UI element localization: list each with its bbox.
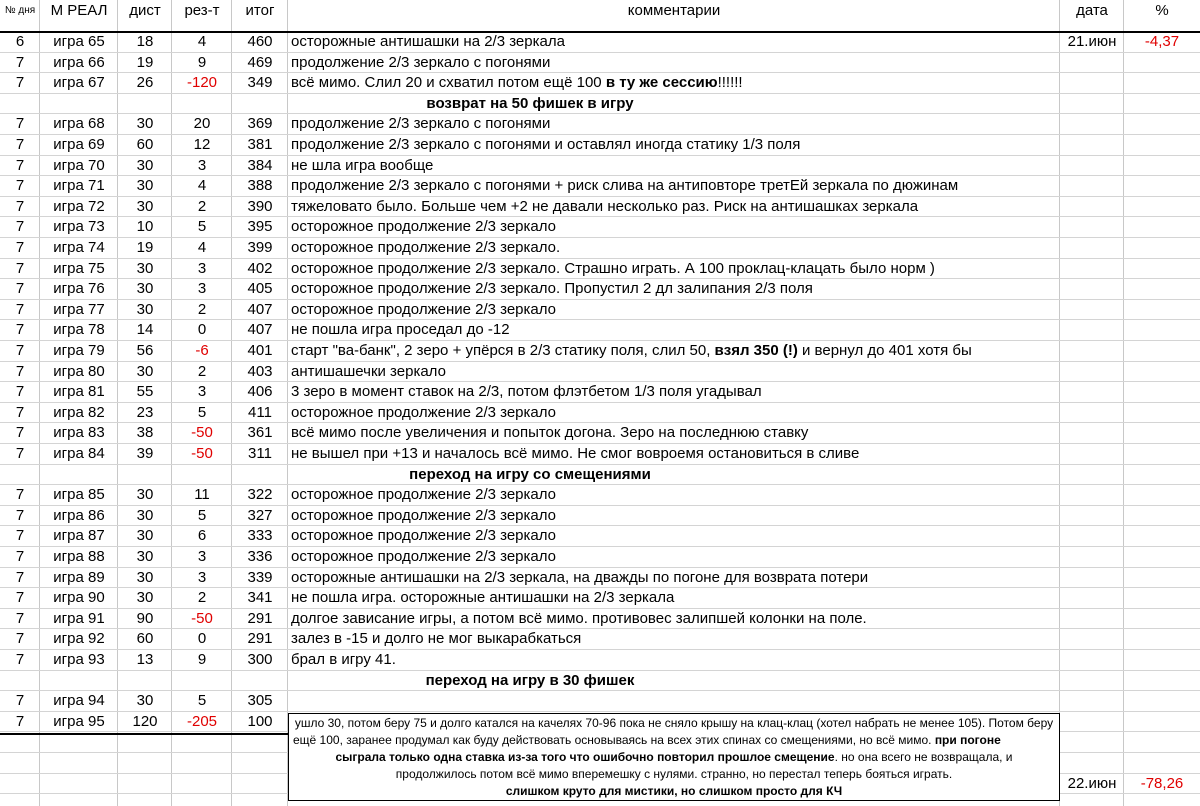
cell-result[interactable]: 6 <box>197 527 207 545</box>
cell-day[interactable]: 7 <box>15 115 25 133</box>
cell-total[interactable] <box>232 774 288 794</box>
cell-date[interactable] <box>1060 73 1124 93</box>
cell-percent[interactable] <box>1124 588 1200 608</box>
cell-percent[interactable] <box>1124 73 1200 93</box>
cell-dist[interactable]: 30 <box>136 692 154 710</box>
cell-date[interactable] <box>1060 588 1124 608</box>
cell-game[interactable]: игра 72 <box>53 197 105 215</box>
cell-total[interactable]: 406 <box>247 383 273 401</box>
cell-percent[interactable] <box>1124 197 1200 217</box>
cell-game[interactable]: игра 74 <box>53 239 105 256</box>
cell-result[interactable]: 9 <box>197 53 207 71</box>
cell-result[interactable]: 4 <box>197 177 207 195</box>
header-percent[interactable]: % <box>1155 2 1169 19</box>
cell-dist[interactable]: 10 <box>136 218 154 236</box>
cell-dist[interactable]: 30 <box>136 506 154 524</box>
cell-total[interactable] <box>232 732 288 752</box>
note-line: продолжилось потом всё мимо вперемешку с нулями. странно, но перестал теперь бояться играть. <box>395 767 953 781</box>
cell-total[interactable]: 300 <box>247 651 273 668</box>
cell-date[interactable] <box>1060 114 1124 134</box>
cell-comment[interactable]: всё мимо после увеличения и попыток догона. Зеро на последнюю ставку <box>291 424 809 442</box>
cell-date[interactable] <box>1060 382 1124 402</box>
cell-game[interactable]: игра 65 <box>53 33 105 50</box>
cell-date[interactable] <box>1060 341 1124 361</box>
cell-day[interactable]: 7 <box>15 136 25 153</box>
cell-percent[interactable] <box>1124 568 1200 588</box>
cell-day[interactable]: 7 <box>15 300 25 318</box>
cell-date[interactable] <box>1060 259 1124 279</box>
cell-day[interactable] <box>0 774 40 794</box>
cell-percent[interactable] <box>1124 691 1200 711</box>
cell-total[interactable]: 339 <box>247 568 273 586</box>
cell-game[interactable]: игра 68 <box>53 115 105 133</box>
cell-day[interactable]: 7 <box>15 74 25 92</box>
cell-game[interactable]: игра 73 <box>53 218 105 236</box>
cell-day[interactable]: 7 <box>15 362 25 380</box>
cell-game[interactable]: игра 70 <box>53 156 105 174</box>
cell-total[interactable]: 384 <box>247 156 273 174</box>
note-line: сыграла только одна ставка из-за того что ошибочно повторил прошлое смещение. но она всего не возвращала, и <box>335 750 1013 764</box>
cell-comment[interactable]: осторожное продолжение 2/3 зеркало <box>291 548 557 565</box>
note-line: слишком круто для мистики, но слишком просто для КЧ <box>505 784 843 798</box>
cell-total[interactable]: 100 <box>247 712 273 730</box>
header-total[interactable]: итог <box>245 2 275 19</box>
cell-dist[interactable] <box>118 753 172 773</box>
cell-day[interactable]: 7 <box>15 218 25 236</box>
cell-total[interactable]: 322 <box>247 486 273 504</box>
cell-dist[interactable]: 13 <box>136 651 154 668</box>
section-heading[interactable]: переход на игру в 30 фишек <box>425 671 635 689</box>
cell-day[interactable]: 7 <box>15 156 25 174</box>
cell-date[interactable] <box>1060 691 1124 711</box>
cell-percent[interactable] <box>1124 526 1200 546</box>
cell-comment[interactable]: осторожное продолжение 2/3 зеркало <box>291 506 557 524</box>
cell-percent[interactable] <box>1124 629 1200 649</box>
cell-game[interactable]: игра 75 <box>53 259 105 277</box>
cell-result[interactable]: 3 <box>197 568 207 586</box>
cell-dist[interactable]: 30 <box>136 300 154 318</box>
cell-comment[interactable]: осторожное продолжение 2/3 зеркало <box>291 218 557 236</box>
cell-date[interactable] <box>1060 135 1124 155</box>
cell-total[interactable]: 405 <box>247 280 273 298</box>
cell-percent[interactable] <box>1124 176 1200 196</box>
cell-day[interactable]: 7 <box>15 342 25 359</box>
cell-comment[interactable]: 3 зеро в момент ставок на 2/3, потом флэтбетом 1/3 поля угадывал <box>291 383 762 401</box>
cell-result[interactable]: 2 <box>197 589 207 607</box>
cell-percent[interactable] <box>1124 753 1200 773</box>
cell-day[interactable]: 7 <box>15 403 25 421</box>
cell-day[interactable]: 7 <box>15 177 25 195</box>
cell-day[interactable]: 7 <box>15 548 25 565</box>
comment-text: всё мимо. Слил 20 и схватил потом ещё 100 <box>291 74 606 92</box>
cell-dist[interactable]: 30 <box>136 362 154 380</box>
cell-game[interactable] <box>40 774 118 794</box>
cell-day[interactable]: 7 <box>15 630 25 648</box>
cell-comment[interactable]: осторожное продолжение 2/3 зеркало <box>291 403 557 421</box>
cell-percent[interactable] <box>1124 403 1200 423</box>
cell-total[interactable]: 460 <box>247 33 273 50</box>
cell-comment[interactable] <box>288 73 1060 93</box>
cell-dist[interactable]: 30 <box>136 589 154 607</box>
cell-game[interactable]: игра 78 <box>53 321 105 339</box>
cell-day[interactable]: 7 <box>15 197 25 215</box>
cell-comment[interactable]: продолжение 2/3 зеркало с погонями + риск слива на антиповторе третЕй зеркала по дюжинам <box>291 177 959 195</box>
cell-day[interactable]: 7 <box>15 589 25 607</box>
cell-dist[interactable]: 30 <box>136 156 154 174</box>
cell-game[interactable] <box>40 732 118 752</box>
cell-game[interactable]: игра 79 <box>53 342 105 359</box>
cell-date[interactable] <box>1060 444 1124 464</box>
cell-result[interactable]: 2 <box>197 362 207 380</box>
cell-date[interactable] <box>1060 547 1124 567</box>
cell-comment[interactable]: осторожное продолжение 2/3 зеркало <box>291 527 557 545</box>
cell-dist[interactable]: 26 <box>136 74 154 92</box>
cell-result[interactable] <box>172 774 232 794</box>
cell-date[interactable] <box>1060 197 1124 217</box>
cell-comment[interactable]: осторожное продолжение 2/3 зеркало <box>291 300 557 318</box>
cell-percent[interactable] <box>1124 506 1200 526</box>
cell-date[interactable] <box>1060 238 1124 258</box>
cell-percent[interactable] <box>1124 423 1200 443</box>
cell-result[interactable]: -50 <box>191 609 213 627</box>
cell-result[interactable]: 2 <box>197 197 207 215</box>
cell-day[interactable]: 7 <box>15 280 25 298</box>
cell-dist[interactable]: 14 <box>136 321 154 339</box>
cell-percent[interactable] <box>1124 53 1200 73</box>
cell-comment[interactable] <box>288 691 1060 711</box>
cell-date[interactable] <box>1060 217 1124 237</box>
comment-bold: взял 350 (!) <box>714 342 798 359</box>
cell-dist[interactable]: 120 <box>132 712 158 730</box>
cell-date[interactable] <box>1060 403 1124 423</box>
cell-percent[interactable] <box>1124 547 1200 567</box>
cell-game[interactable]: игра 76 <box>53 280 105 298</box>
cell-game[interactable]: игра 77 <box>53 300 105 318</box>
cell-result[interactable]: 3 <box>197 156 207 174</box>
section-heading[interactable]: возврат на 50 фишек в игру <box>426 94 634 112</box>
note-line: ещё 100, заранее продумал как буду действовать основываясь на всех этих спинах со смещениями, но всё мимо. при погоне <box>293 733 1001 747</box>
cell-date[interactable] <box>1060 485 1124 505</box>
cell-total[interactable]: 349 <box>247 74 273 92</box>
cell-result[interactable] <box>172 732 232 752</box>
cell-total[interactable]: 411 <box>248 403 272 421</box>
cell-day[interactable]: 7 <box>15 53 25 71</box>
header-dist[interactable]: дист <box>129 2 161 19</box>
cell-comment[interactable]: осторожные антишашки на 2/3 зеркала, на дважды по погоне для возврата потери <box>291 568 869 586</box>
cell-percent[interactable] <box>1124 650 1200 670</box>
cell-percent[interactable]: -4,37 <box>1144 33 1180 50</box>
cell-result[interactable]: 20 <box>193 115 211 133</box>
cell-result[interactable]: 5 <box>197 692 207 710</box>
cell-day[interactable]: 7 <box>15 383 25 401</box>
cell-percent[interactable] <box>1124 732 1200 752</box>
cell-result[interactable]: 4 <box>197 33 207 50</box>
cell-total[interactable]: 291 <box>247 609 273 627</box>
cell-comment[interactable]: продолжение 2/3 зеркало с погонями и оставлял иногда статику 1/3 поля <box>291 136 801 153</box>
cell-game[interactable]: игра 67 <box>53 74 105 92</box>
cell-comment[interactable]: продолжение 2/3 зеркало с погонями <box>291 115 551 133</box>
cell-result[interactable]: 9 <box>197 651 207 668</box>
comment-tail: !!!!!! <box>717 74 743 92</box>
cell-day[interactable]: 7 <box>15 321 25 339</box>
cell-result[interactable]: 12 <box>193 136 211 153</box>
cell-comment[interactable]: тяжеловато было. Больше чем +2 не давали несколько раз. Риск на антишашках зеркала <box>291 197 919 215</box>
cell-total[interactable]: 407 <box>247 300 273 318</box>
cell-result[interactable]: 0 <box>197 630 207 648</box>
cell-day[interactable] <box>0 732 40 752</box>
comment-text: старт "ва-банк", 2 зеро + упёрся в 2/3 статику поля, слил 50, <box>291 342 715 359</box>
cell-dist[interactable]: 30 <box>136 548 154 565</box>
cell-result[interactable]: 5 <box>197 506 207 524</box>
cell-percent[interactable] <box>1124 259 1200 279</box>
cell-result[interactable]: 11 <box>194 486 210 504</box>
cell-dist[interactable]: 39 <box>136 445 154 462</box>
cell-total[interactable]: 388 <box>247 177 273 195</box>
cell-game[interactable]: игра 83 <box>53 424 105 442</box>
cell-dist[interactable]: 30 <box>136 568 154 586</box>
cell-day[interactable]: 7 <box>15 609 25 627</box>
cell-total[interactable]: 407 <box>247 321 273 339</box>
cell-total[interactable]: 311 <box>248 445 272 462</box>
cell-day[interactable]: 7 <box>15 692 25 710</box>
header-result[interactable]: рез-т <box>184 2 220 19</box>
cell-game[interactable]: игра 86 <box>53 506 105 524</box>
cell-date[interactable] <box>1060 568 1124 588</box>
cell-day[interactable]: 7 <box>15 568 25 586</box>
cell-game[interactable]: игра 71 <box>53 177 105 195</box>
cell-comment[interactable]: осторожное продолжение 2/3 зеркало <box>291 486 557 504</box>
cell-date[interactable] <box>1060 650 1124 670</box>
cell-game[interactable]: игра 94 <box>53 692 105 710</box>
header-bottom-border <box>0 31 1200 33</box>
cell-total[interactable]: 336 <box>247 548 273 565</box>
cell-date[interactable] <box>1060 526 1124 546</box>
cell-percent[interactable] <box>1124 217 1200 237</box>
cell-result[interactable]: 3 <box>197 280 207 298</box>
cell-dist[interactable]: 30 <box>136 259 154 277</box>
cell-day[interactable]: 7 <box>15 712 25 730</box>
cell-game[interactable]: игра 95 <box>53 712 105 730</box>
note-line: ушло 30, потом беру 75 и долго катался на качелях 70-96 пока не сняло крышу на клац-клац (хотел набрать не менее 105). Потом беру <box>294 716 1054 730</box>
cell-dist[interactable]: 38 <box>136 424 154 442</box>
cell-result[interactable]: 4 <box>197 239 207 256</box>
cell-game[interactable]: игра 88 <box>53 548 105 565</box>
cell-total[interactable]: 402 <box>247 259 273 277</box>
cell-percent[interactable] <box>1124 341 1200 361</box>
cell-comment[interactable]: осторожные антишашки на 2/3 зеркала <box>291 33 565 50</box>
cell-percent[interactable] <box>1124 156 1200 176</box>
cell-total[interactable]: 341 <box>247 589 273 607</box>
cell-dist[interactable]: 19 <box>136 53 154 71</box>
cell-game[interactable] <box>40 753 118 773</box>
cell-day[interactable]: 7 <box>15 424 25 442</box>
cell-date[interactable] <box>1060 156 1124 176</box>
cell-game[interactable]: игра 85 <box>53 486 105 504</box>
cell-day[interactable] <box>0 753 40 773</box>
cell-result[interactable]: 3 <box>197 548 207 565</box>
cell-comment[interactable] <box>288 341 1060 361</box>
cell-comment[interactable]: не вышел при +13 и началось всё мимо. Не смог вовроемя остановиться в сливе <box>291 445 860 462</box>
cell-percent[interactable] <box>1124 320 1200 340</box>
cell-total[interactable]: 305 <box>247 692 273 710</box>
comment-bold: в ту же сессию <box>605 74 718 92</box>
cell-percent[interactable] <box>1124 609 1200 629</box>
cell-comment[interactable]: залез в -15 и долго не мог выкарабкаться <box>291 630 582 648</box>
cell-date[interactable] <box>1060 279 1124 299</box>
cell-percent[interactable] <box>1124 114 1200 134</box>
cell-result[interactable]: -50 <box>191 445 213 462</box>
cell-dist[interactable]: 60 <box>136 136 154 153</box>
cell-result[interactable]: -120 <box>186 74 218 92</box>
cell-day[interactable]: 7 <box>15 486 25 504</box>
cell-dist[interactable]: 19 <box>136 239 154 256</box>
cell-result[interactable]: 2 <box>197 300 207 318</box>
cell-comment[interactable]: осторожное продолжение 2/3 зеркало. Пропустил 2 дл залипания 2/3 поля <box>291 280 813 298</box>
cell-result[interactable]: -50 <box>191 424 213 442</box>
cell-total[interactable]: 403 <box>247 362 273 380</box>
cell-percent[interactable] <box>1124 362 1200 382</box>
cell-result[interactable] <box>172 753 232 773</box>
cell-result[interactable]: -6 <box>195 342 209 359</box>
cell-total[interactable]: 333 <box>247 527 273 545</box>
cell-day[interactable]: 7 <box>15 651 25 668</box>
cell-percent[interactable] <box>1124 712 1200 732</box>
cell-day[interactable]: 7 <box>15 259 25 277</box>
header-game[interactable]: М РЕАЛ <box>50 2 108 19</box>
cell-date[interactable] <box>1060 732 1124 752</box>
cell-result[interactable]: -205 <box>186 712 218 730</box>
cell-dist[interactable]: 23 <box>136 403 154 421</box>
cell-game[interactable]: игра 89 <box>53 568 105 586</box>
cell-game[interactable]: игра 87 <box>53 527 105 545</box>
cell-date[interactable] <box>1060 712 1124 732</box>
cell-result[interactable]: 0 <box>197 321 207 339</box>
cell-game[interactable]: игра 82 <box>53 403 105 421</box>
cell-total[interactable]: 327 <box>247 506 273 524</box>
cell-percent[interactable] <box>1124 444 1200 464</box>
cell-date[interactable] <box>1060 53 1124 73</box>
cell-total[interactable]: 361 <box>247 424 273 442</box>
cell-percent[interactable] <box>1124 382 1200 402</box>
cell-dist[interactable]: 90 <box>136 609 154 627</box>
cell-game[interactable]: игра 90 <box>53 589 105 607</box>
cell-date[interactable] <box>1060 629 1124 649</box>
cell-dist[interactable]: 18 <box>136 33 154 50</box>
cell-date[interactable] <box>1060 176 1124 196</box>
cell-result[interactable]: 3 <box>197 259 207 277</box>
cell-game[interactable]: игра 92 <box>53 630 105 648</box>
cell-dist[interactable]: 56 <box>136 342 154 359</box>
cell-day[interactable]: 7 <box>15 239 25 256</box>
cell-total[interactable]: 399 <box>247 239 273 256</box>
cell-game[interactable]: игра 69 <box>53 136 105 153</box>
cell-total[interactable]: 390 <box>247 197 273 215</box>
cell-date[interactable] <box>1060 506 1124 526</box>
cell-date[interactable] <box>1060 423 1124 443</box>
cell-percent[interactable] <box>1124 238 1200 258</box>
cell-total[interactable]: 369 <box>247 115 273 133</box>
cell-total[interactable]: 469 <box>247 53 273 71</box>
cell-comment[interactable]: продолжение 2/3 зеркало с погонями <box>291 53 551 71</box>
cell-comment[interactable]: антишашечки зеркало <box>291 362 446 380</box>
cell-dist[interactable] <box>118 732 172 752</box>
cell-date[interactable] <box>1060 609 1124 629</box>
cell-dist[interactable]: 30 <box>136 486 154 504</box>
cell-date[interactable]: 22.июн <box>1067 774 1117 792</box>
header-day[interactable]: № дня <box>4 5 36 16</box>
cell-date[interactable] <box>1060 362 1124 382</box>
cell-dist[interactable]: 30 <box>136 177 154 195</box>
cell-dist[interactable] <box>118 774 172 794</box>
cell-dist[interactable]: 30 <box>136 280 154 298</box>
cell-game[interactable]: игра 80 <box>53 362 105 380</box>
cell-day[interactable]: 7 <box>15 527 25 545</box>
cell-date[interactable] <box>1060 753 1124 773</box>
section-heading[interactable]: переход на игру со смещениями <box>409 465 651 483</box>
cell-dist[interactable]: 55 <box>136 383 154 401</box>
cell-result[interactable]: 5 <box>197 218 207 236</box>
cell-comment[interactable]: не шла игра вообще <box>291 156 434 174</box>
table-bottom-border <box>0 733 288 735</box>
cell-comment[interactable]: осторожное продолжение 2/3 зеркало. Страшно играть. А 100 проклац-клацать было норм ) <box>291 259 935 277</box>
cell-total[interactable]: 395 <box>247 218 273 236</box>
cell-comment[interactable]: долгое зависание игры, а потом всё мимо. противовес залипшей колонки на поле. <box>291 609 867 627</box>
header-date[interactable]: дата <box>1076 2 1108 19</box>
cell-date[interactable] <box>1060 320 1124 340</box>
cell-day[interactable]: 7 <box>15 445 25 462</box>
cell-game[interactable]: игра 93 <box>53 651 105 668</box>
cell-game[interactable]: игра 91 <box>53 609 105 627</box>
cell-comment[interactable]: осторожное продолжение 2/3 зеркало. <box>291 239 561 256</box>
cell-total[interactable] <box>232 753 288 773</box>
cell-total[interactable]: 401 <box>247 342 273 359</box>
cell-percent[interactable] <box>1124 135 1200 155</box>
cell-date[interactable] <box>1060 300 1124 320</box>
cell-percent[interactable]: -78,26 <box>1140 774 1184 792</box>
cell-date[interactable]: 21.июн <box>1067 33 1117 50</box>
cell-dist[interactable]: 30 <box>136 115 154 133</box>
cell-day[interactable]: 6 <box>15 33 25 50</box>
comment-note-box[interactable] <box>288 713 1060 801</box>
cell-total[interactable]: 381 <box>247 136 273 153</box>
cell-comment[interactable]: не пошла игра проседал до -12 <box>291 321 510 339</box>
comment-tail: и вернул до 401 хотя бы <box>797 342 972 359</box>
cell-game[interactable]: игра 81 <box>53 383 105 401</box>
cell-game[interactable]: игра 84 <box>53 445 105 462</box>
cell-percent[interactable] <box>1124 279 1200 299</box>
header-comments[interactable]: комментарии <box>627 2 721 19</box>
cell-total[interactable]: 291 <box>247 630 273 648</box>
cell-percent[interactable] <box>1124 300 1200 320</box>
cell-percent[interactable] <box>1124 485 1200 505</box>
cell-dist[interactable]: 60 <box>136 630 154 648</box>
cell-result[interactable]: 5 <box>197 403 207 421</box>
cell-comment[interactable]: брал в игру 41. <box>291 651 396 668</box>
cell-dist[interactable]: 30 <box>136 197 154 215</box>
cell-game[interactable]: игра 66 <box>53 53 105 71</box>
cell-dist[interactable]: 30 <box>136 527 154 545</box>
cell-result[interactable]: 3 <box>197 383 207 401</box>
cell-comment[interactable]: не пошла игра. осторожные антишашки на 2/3 зеркала <box>291 589 675 607</box>
cell-day[interactable]: 7 <box>15 506 25 524</box>
